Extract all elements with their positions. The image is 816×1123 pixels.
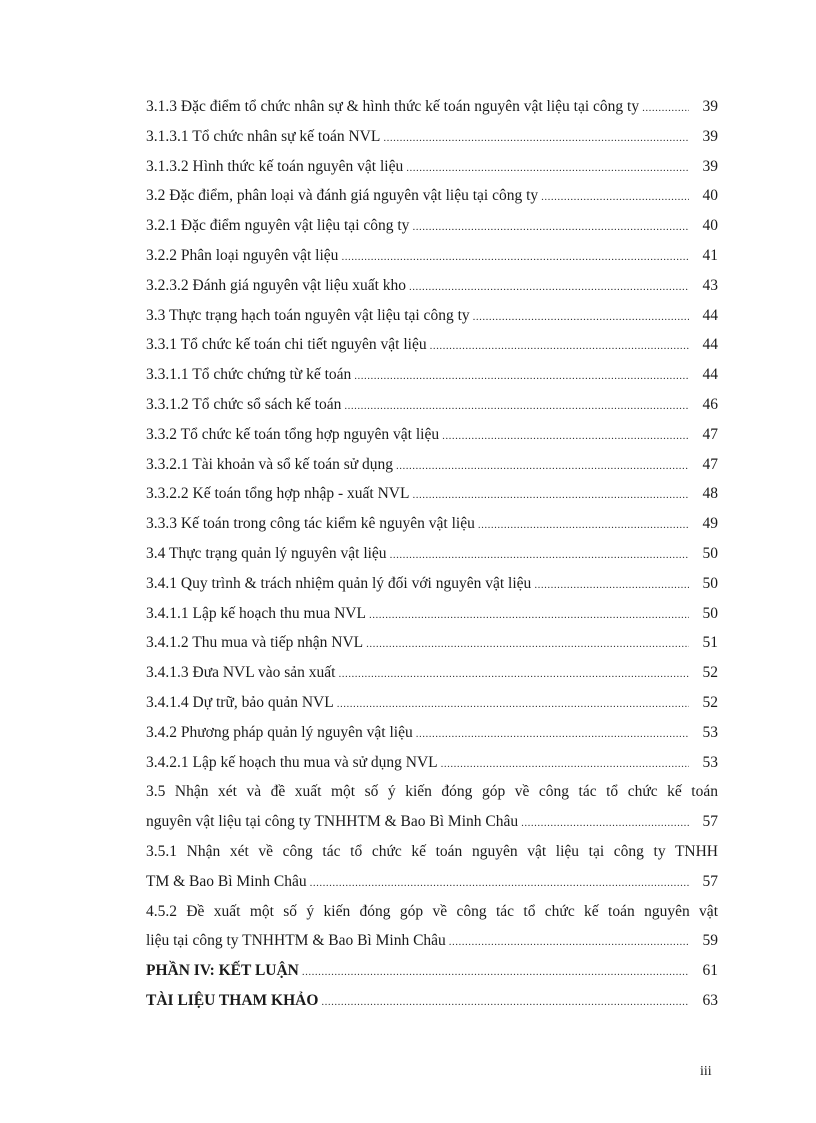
toc-entry[interactable] [146,271,718,301]
toc-entry-page: 61 [702,962,718,980]
toc-leader-dots [310,869,689,899]
toc-entry[interactable] [146,718,718,748]
toc-entry-title: 3.4.1.4 Dự trữ, bảo quản NVL [146,693,334,711]
toc-entry-title: 3.5.1 Nhận xét về công tác tổ chức kế toán nguyên vật liệu tại công ty TNHH [146,842,718,860]
toc-leader-dots [449,928,689,958]
toc-entry[interactable] [146,390,718,420]
toc-entry-page: 50 [702,544,718,562]
toc-entry[interactable] [146,569,718,599]
toc-entry-page: 57 [702,813,718,831]
toc-leader-dots [337,690,689,720]
toc-entry[interactable] [146,241,718,271]
toc-entry-title: 3.3.1.2 Tổ chức sổ sách kế toán [146,395,342,413]
toc-entry-page: 39 [702,157,718,175]
toc-leader-dots [406,154,689,184]
toc-entry-title: 3.3 Thực trạng hạch toán nguyên vật liệu tại công ty [146,306,470,324]
toc-entry[interactable] [146,479,718,509]
toc-entry-page: 51 [702,634,718,652]
toc-entry-title: 3.3.3 Kế toán trong công tác kiểm kê nguyên vật liệu [146,515,475,533]
toc-entry[interactable] [146,360,718,390]
toc-leader-dots [478,511,689,541]
toc-entry-page: 48 [702,485,718,503]
toc-entry-conclusion[interactable] [146,956,718,986]
toc-entry[interactable] [146,658,718,688]
toc-entry-page: 44 [702,306,718,324]
toc-leader-dots [441,750,689,780]
toc-leader-dots [409,273,689,303]
toc-leader-dots [412,213,689,243]
toc-leader-dots [473,303,689,333]
toc-entry-title: 3.4.1.3 Đưa NVL vào sản xuất [146,664,336,682]
toc-entry-title: 4.5.2 Đề xuất một số ý kiến đóng góp về công tác tổ chức kế toán nguyên vật [146,902,718,920]
toc-entry-title: 3.3.1 Tổ chức kế toán chi tiết nguyên vật liệu [146,336,427,354]
toc-entry[interactable] [146,450,718,480]
toc-entry-page: 47 [702,455,718,473]
toc-entry[interactable] [146,509,718,539]
toc-entry-title-continued: nguyên vật liệu tại công ty TNHHTM & Bao Bì Minh Châu [146,813,519,831]
toc-leader-dots [321,988,689,1018]
toc-entry-line-2[interactable] [146,926,718,956]
toc-entry[interactable] [146,748,718,778]
toc-leader-dots [338,660,689,690]
toc-leader-dots [642,94,689,124]
toc-entry-line-1[interactable] [146,897,718,927]
toc-entry[interactable] [146,330,718,360]
toc-leader-dots [416,720,689,750]
toc-entry-title: 3.4.1.2 Thu mua và tiếp nhận NVL [146,634,364,652]
toc-entry-page: 44 [702,366,718,384]
toc-entry-title: 3.3.1.1 Tổ chức chứng từ kế toán [146,366,352,384]
toc-entry-title: 3.1.3.2 Hình thức kế toán nguyên vật liệu [146,157,404,175]
toc-entry[interactable] [146,211,718,241]
toc-entry-title: 3.4.2.1 Lập kế hoạch thu mua và sử dụng NVL [146,753,438,771]
toc-entry[interactable] [146,152,718,182]
toc-entry-page: 49 [702,515,718,533]
toc-entry-line-1[interactable] [146,837,718,867]
toc-entry[interactable] [146,301,718,331]
toc-entry-page: 47 [702,425,718,443]
toc-entry-page: 39 [702,98,718,115]
toc-leader-dots [341,243,689,273]
toc-entry[interactable] [146,92,718,122]
toc-entry-title: 3.4.2 Phương pháp quản lý nguyên vật liệu [146,723,413,741]
toc-entry-page: 50 [702,604,718,622]
toc-entry-title: 3.2.1 Đặc điểm nguyên vật liệu tại công ty [146,217,410,235]
table-of-contents [146,92,718,1016]
toc-entry-page: 50 [702,574,718,592]
toc-entry-title: 3.3.2.1 Tài khoản và sổ kế toán sử dụng [146,455,394,473]
toc-entry-page: 57 [702,872,718,890]
toc-entry-page: 39 [702,127,718,145]
toc-leader-dots [302,958,689,988]
toc-entry[interactable] [146,122,718,152]
toc-leader-dots [534,571,689,601]
toc-entry-title: TÀI LIỆU THAM KHẢO [146,991,319,1009]
toc-leader-dots [442,422,689,452]
toc-leader-dots [430,332,689,362]
page-number: iii [700,1064,712,1079]
toc-entry[interactable] [146,628,718,658]
toc-entry-page: 46 [702,395,718,413]
toc-entry-title: 3.2 Đặc điểm, phân loại và đánh giá nguyên vật liệu tại công ty [146,187,539,205]
toc-entry-page: 41 [702,246,718,264]
toc-entry-page: 40 [702,187,718,205]
toc-entry-title: 3.1.3.1 Tổ chức nhân sự kế toán NVL [146,127,381,145]
toc-leader-dots [396,452,689,482]
toc-entry-title: 3.3.2.2 Kế toán tổng hợp nhập - xuất NVL [146,485,410,503]
toc-entry-title: 3.2.2 Phân loại nguyên vật liệu [146,246,339,264]
toc-leader-dots [366,630,689,660]
toc-entry-page: 53 [702,723,718,741]
toc-entry-references[interactable] [146,986,718,1016]
toc-entry[interactable] [146,599,718,629]
toc-entry-title: PHẦN IV: KẾT LUẬN [146,962,299,980]
toc-leader-dots [354,362,689,392]
toc-leader-dots [541,183,689,213]
toc-entry-page: 44 [702,336,718,354]
toc-entry-title: 3.4 Thực trạng quản lý nguyên vật liệu [146,544,387,562]
toc-entry-title: 3.3.2 Tổ chức kế toán tổng hợp nguyên vật liệu [146,425,440,443]
toc-entry-line-2[interactable] [146,867,718,897]
toc-entry-page: 59 [702,932,718,950]
toc-entry-title: 3.4.1 Quy trình & trách nhiệm quản lý đối với nguyên vật liệu [146,574,532,592]
toc-leader-dots [344,392,689,422]
toc-entry-title: 3.2.3.2 Đánh giá nguyên vật liệu xuất kho [146,276,407,294]
toc-entry[interactable] [146,539,718,569]
toc-leader-dots [521,809,689,839]
toc-entry[interactable] [146,420,718,450]
toc-entry-title-continued: liệu tại công ty TNHHTM & Bao Bì Minh Châu [146,932,446,950]
toc-entry-page: 52 [702,693,718,711]
toc-entry-title: 3.4.1.1 Lập kế hoạch thu mua NVL [146,604,366,622]
toc-leader-dots [390,541,689,571]
toc-entry-title-continued: TM & Bao Bì Minh Châu [146,872,307,890]
toc-entry-page: 43 [702,276,718,294]
toc-leader-dots [369,601,689,631]
toc-entry-line-2[interactable] [146,807,718,837]
toc-entry[interactable] [146,181,718,211]
toc-entry-title: 3.5 Nhận xét và đề xuất một số ý kiến đóng góp về công tác tổ chức kế toán [146,783,718,801]
toc-entry-page: 40 [702,217,718,235]
toc-entry-page: 63 [702,991,718,1009]
toc-leader-dots [383,124,689,154]
toc-entry-title: 3.1.3 Đặc điểm tổ chức nhân sự & hình thức kế toán nguyên vật liệu tại công ty [146,98,640,115]
toc-entry-page: 53 [702,753,718,771]
toc-entry[interactable] [146,688,718,718]
toc-entry-page: 52 [702,664,718,682]
toc-entry-line-1[interactable] [146,777,718,807]
toc-leader-dots [412,481,689,511]
